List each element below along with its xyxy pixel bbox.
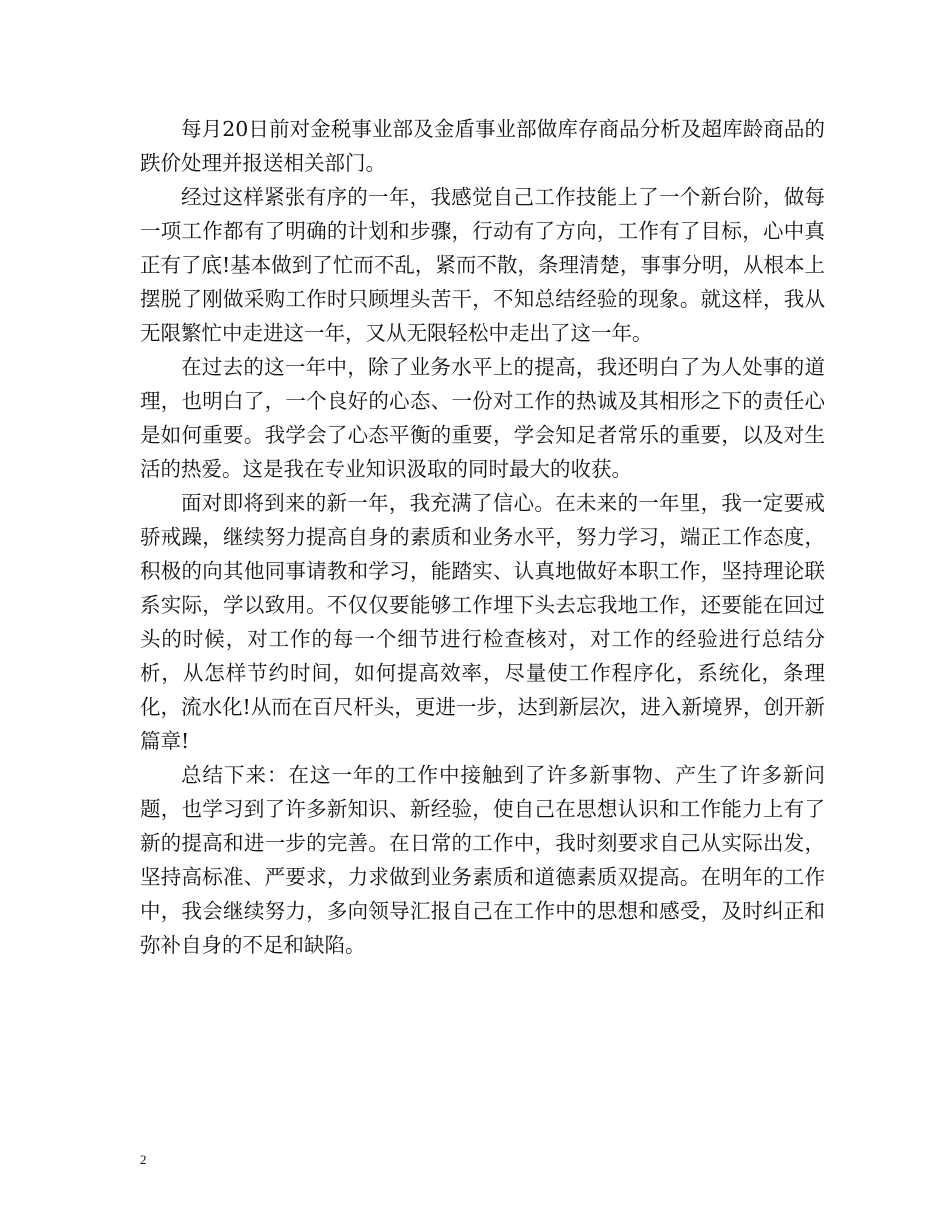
paragraph-personal-growth: 在过去的这一年中，除了业务水平上的提高，我还明白了为人处事的道理，也明白了，一个良好的心态、一份对工作的热诚及其相形之下的责任心是如何重要。我学会了心态平衡的重要，学会知足者常乐的重要，以及对生活的热爱。这是我在专业知识汲取的同时最大的收获。 — [140, 355, 825, 481]
document-body — [140, 112, 825, 962]
page-number: 2 — [140, 1152, 147, 1167]
paragraph-next-year-plan: 面对即将到来的新一年，我充满了信心。在未来的一年里，我一定要戒骄戒躁，继续努力提高自身的素质和业务水平，努力学习，端正工作态度，积极的向其他同事请教和学习，能踏实、认真地做好本职工作，坚持理论联系实际，学以致用。不仅仅要能够工作埋下头去忘我地工作，还要能在回过头的时候，对工作的每一个细节进行检查核对，对工作的经验进行总结分析，从怎样节约时间，如何提高效率，尽量使工作程序化，系统化，条理化，流水化!从而在百尺杆头，更进一步，达到新层次，进入新境界，创开新篇章! — [140, 491, 825, 753]
paragraph-summary: 总结下来：在这一年的工作中接触到了许多新事物、产生了许多新问题，也学习到了许多新知识、新经验，使自己在思想认识和工作能力上有了新的提高和进一步的完善。在日常的工作中，我时刻要求自己从实际出发，坚持高标准、严要求，力求做到业务素质和道德素质双提高。在明年的工作中，我会继续努力，多向领导汇报自己在工作中的思想和感受，及时纠正和弥补自身的不足和缺陷。 — [140, 763, 825, 957]
paragraph-year-review: 经过这样紧张有序的一年，我感觉自己工作技能上了一个新台阶，做每一项工作都有了明确的计划和步骤，行动有了方向，工作有了目标，心中真正有了底!基本做到了忙而不乱，紧而不散，条理清楚，事事分明，从根本上摆脱了刚做采购工作时只顾埋头苦干，不知总结经验的现象。就这样，我从无限繁忙中走进这一年，又从无限轻松中走出了这一年。 — [140, 185, 825, 345]
paragraph-inventory-analysis: 每月20日前对金税事业部及金盾事业部做库存商品分析及超库龄商品的跌价处理并报送相关部门。 — [140, 117, 825, 175]
